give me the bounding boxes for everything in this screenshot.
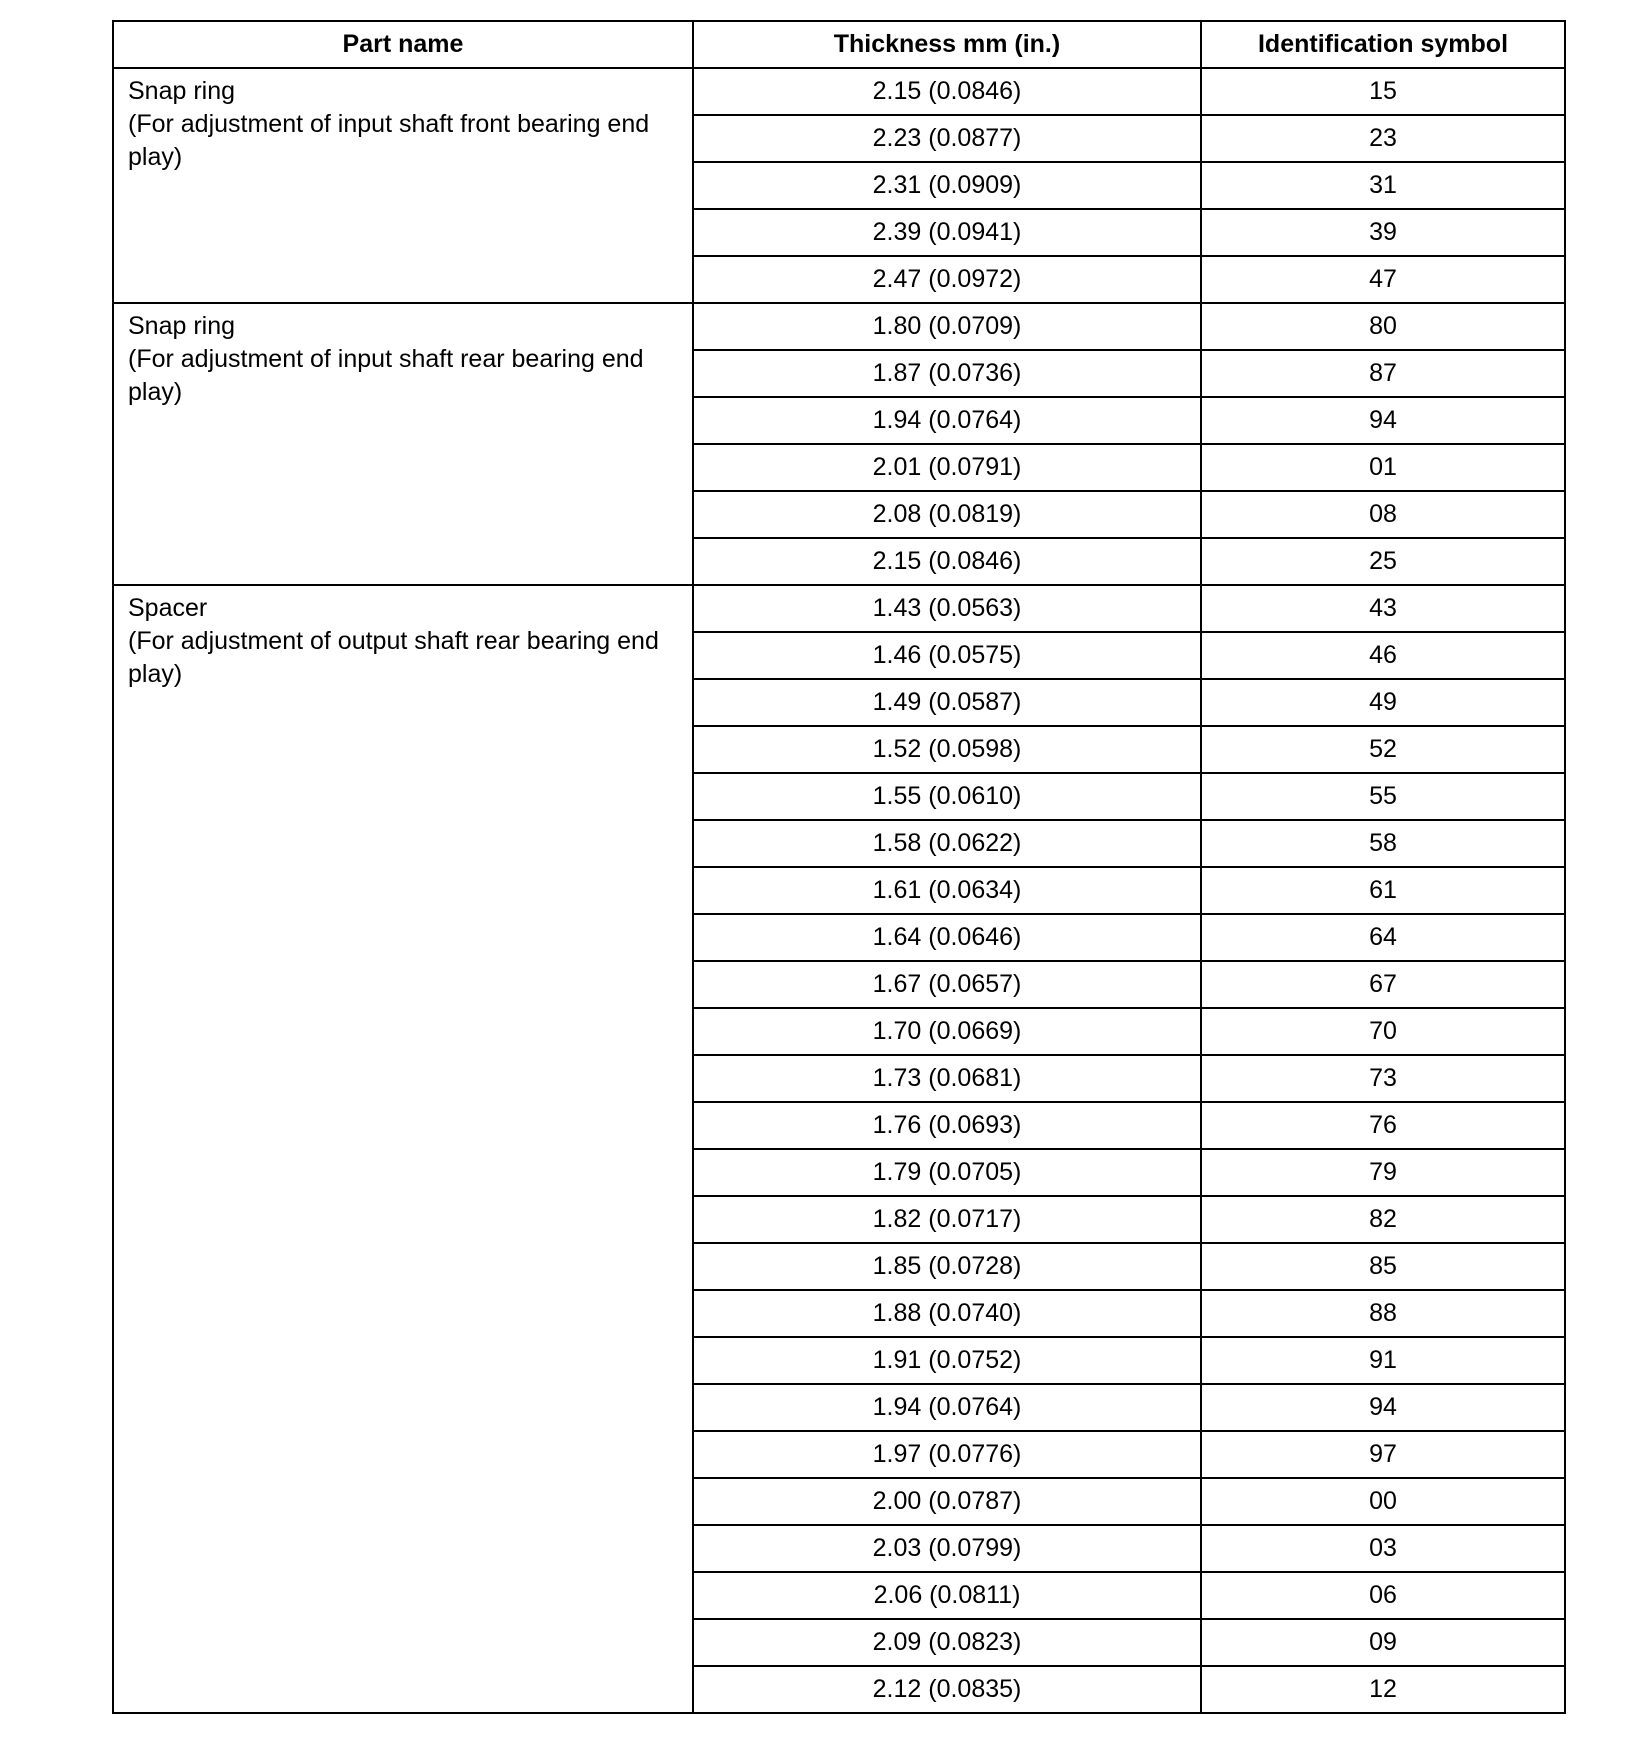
thickness-cell: 2.23 (0.0877)	[693, 115, 1201, 162]
identification-symbol-cell: 31	[1201, 162, 1565, 209]
thickness-cell: 1.49 (0.0587)	[693, 679, 1201, 726]
identification-symbol-cell: 94	[1201, 397, 1565, 444]
identification-symbol-cell: 55	[1201, 773, 1565, 820]
identification-symbol-cell: 49	[1201, 679, 1565, 726]
thickness-cell: 2.08 (0.0819)	[693, 491, 1201, 538]
identification-symbol-cell: 79	[1201, 1149, 1565, 1196]
thickness-cell: 1.79 (0.0705)	[693, 1149, 1201, 1196]
table-row	[113, 585, 1565, 632]
thickness-cell: 2.31 (0.0909)	[693, 162, 1201, 209]
identification-symbol-cell: 15	[1201, 68, 1565, 115]
thickness-cell: 1.82 (0.0717)	[693, 1196, 1201, 1243]
header-part-name: Part name	[113, 21, 693, 68]
identification-symbol-cell: 12	[1201, 1666, 1565, 1713]
identification-symbol-cell: 00	[1201, 1478, 1565, 1525]
identification-symbol-cell: 01	[1201, 444, 1565, 491]
identification-symbol-cell: 97	[1201, 1431, 1565, 1478]
thickness-cell: 1.94 (0.0764)	[693, 1384, 1201, 1431]
part-purpose: (For adjustment of input shaft rear bearing end play)	[128, 345, 644, 406]
identification-symbol-cell: 06	[1201, 1572, 1565, 1619]
part-thickness-table	[112, 20, 1566, 1714]
thickness-cell: 2.03 (0.0799)	[693, 1525, 1201, 1572]
thickness-cell: 2.00 (0.0787)	[693, 1478, 1201, 1525]
identification-symbol-cell: 52	[1201, 726, 1565, 773]
identification-symbol-cell: 03	[1201, 1525, 1565, 1572]
part-purpose: (For adjustment of output shaft rear bearing end play)	[128, 627, 659, 688]
table-body	[113, 68, 1565, 1713]
thickness-cell: 1.61 (0.0634)	[693, 867, 1201, 914]
identification-symbol-cell: 85	[1201, 1243, 1565, 1290]
identification-symbol-cell: 70	[1201, 1008, 1565, 1055]
thickness-cell: 2.09 (0.0823)	[693, 1619, 1201, 1666]
thickness-cell: 1.87 (0.0736)	[693, 350, 1201, 397]
thickness-cell: 1.43 (0.0563)	[693, 585, 1201, 632]
thickness-cell: 1.58 (0.0622)	[693, 820, 1201, 867]
identification-symbol-cell: 08	[1201, 491, 1565, 538]
header-identification-symbol: Identification symbol	[1201, 21, 1565, 68]
identification-symbol-cell: 80	[1201, 303, 1565, 350]
thickness-cell: 1.85 (0.0728)	[693, 1243, 1201, 1290]
thickness-cell: 1.76 (0.0693)	[693, 1102, 1201, 1149]
thickness-cell: 1.91 (0.0752)	[693, 1337, 1201, 1384]
thickness-cell: 2.47 (0.0972)	[693, 256, 1201, 303]
identification-symbol-cell: 58	[1201, 820, 1565, 867]
thickness-cell: 1.55 (0.0610)	[693, 773, 1201, 820]
identification-symbol-cell: 61	[1201, 867, 1565, 914]
header-thickness: Thickness mm (in.)	[693, 21, 1201, 68]
thickness-cell: 2.01 (0.0791)	[693, 444, 1201, 491]
thickness-cell: 1.70 (0.0669)	[693, 1008, 1201, 1055]
table-row	[113, 303, 1565, 350]
identification-symbol-cell: 76	[1201, 1102, 1565, 1149]
thickness-cell: 1.73 (0.0681)	[693, 1055, 1201, 1102]
thickness-cell: 1.80 (0.0709)	[693, 303, 1201, 350]
part-name-cell	[113, 68, 693, 303]
part-purpose: (For adjustment of input shaft front bearing end play)	[128, 110, 650, 171]
identification-symbol-cell: 94	[1201, 1384, 1565, 1431]
identification-symbol-cell: 88	[1201, 1290, 1565, 1337]
identification-symbol-cell: 43	[1201, 585, 1565, 632]
identification-symbol-cell: 46	[1201, 632, 1565, 679]
table-row	[113, 68, 1565, 115]
identification-symbol-cell: 47	[1201, 256, 1565, 303]
thickness-cell: 2.39 (0.0941)	[693, 209, 1201, 256]
identification-symbol-cell: 09	[1201, 1619, 1565, 1666]
header-row	[113, 21, 1565, 68]
part-name: Spacer	[128, 594, 208, 622]
identification-symbol-cell: 64	[1201, 914, 1565, 961]
thickness-cell: 1.97 (0.0776)	[693, 1431, 1201, 1478]
thickness-cell: 1.67 (0.0657)	[693, 961, 1201, 1008]
thickness-cell: 2.06 (0.0811)	[693, 1572, 1201, 1619]
identification-symbol-cell: 73	[1201, 1055, 1565, 1102]
part-name: Snap ring	[128, 77, 236, 105]
part-name-cell	[113, 585, 693, 1713]
thickness-cell: 1.94 (0.0764)	[693, 397, 1201, 444]
identification-symbol-cell: 39	[1201, 209, 1565, 256]
thickness-cell: 1.46 (0.0575)	[693, 632, 1201, 679]
identification-symbol-cell: 23	[1201, 115, 1565, 162]
thickness-cell: 2.15 (0.0846)	[693, 68, 1201, 115]
identification-symbol-cell: 82	[1201, 1196, 1565, 1243]
part-name-cell	[113, 303, 693, 585]
thickness-cell: 1.88 (0.0740)	[693, 1290, 1201, 1337]
identification-symbol-cell: 67	[1201, 961, 1565, 1008]
thickness-cell: 2.12 (0.0835)	[693, 1666, 1201, 1713]
identification-symbol-cell: 87	[1201, 350, 1565, 397]
thickness-cell: 1.52 (0.0598)	[693, 726, 1201, 773]
identification-symbol-cell: 25	[1201, 538, 1565, 585]
identification-symbol-cell: 91	[1201, 1337, 1565, 1384]
part-name: Snap ring	[128, 312, 236, 340]
thickness-cell: 2.15 (0.0846)	[693, 538, 1201, 585]
thickness-cell: 1.64 (0.0646)	[693, 914, 1201, 961]
